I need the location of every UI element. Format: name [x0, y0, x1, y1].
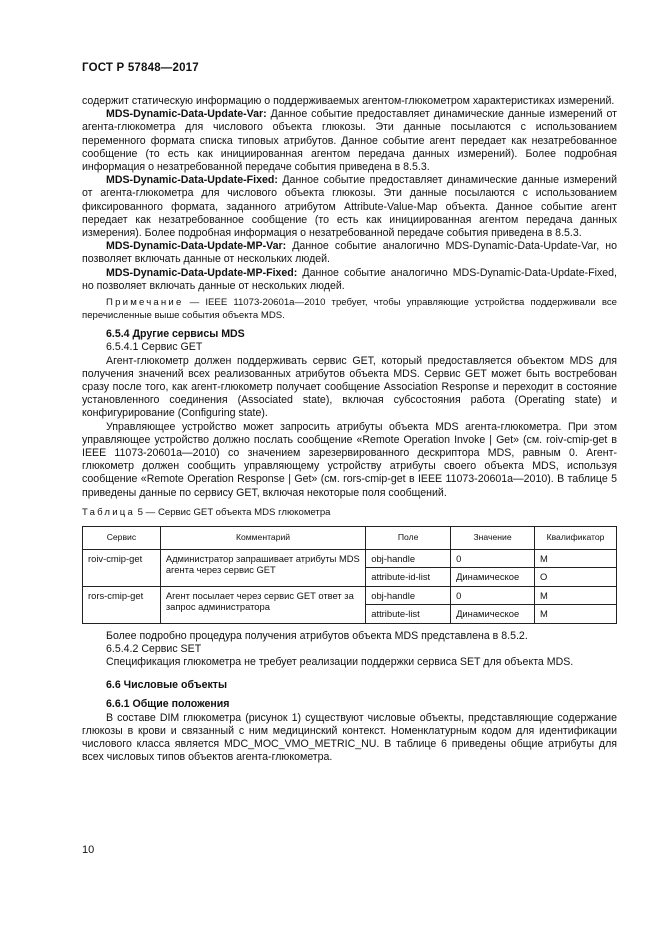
paragraph-mds-update-mp-fixed	[82, 267, 617, 293]
comment-cell: Администратор запрашивает атрибуты MDS агента через сервис GET	[160, 549, 365, 586]
column-header: Комментарий	[160, 527, 365, 549]
column-header: Сервис	[83, 527, 161, 549]
term-text: Данное событие предоставляет динамические данные измерений от агента-глюкометра для числового объекта глюкозы. Эти данные посылаются с использованием фиксированного формата, заданного атрибутом Attribute-Value-Map объекта. Данное событие агент передает как незатребованное сообщение (то есть как инициированная агентом передача данных измерения). Более подробная информация о незатребованной передаче события приведена в 8.5.3.	[82, 174, 617, 240]
column-header: Значение	[451, 527, 535, 549]
table-row	[83, 549, 617, 567]
service-cell: rors-cmip-get	[83, 586, 161, 623]
field-cell: obj-handle	[366, 586, 451, 604]
paragraph: Агент-глюкометр должен поддерживать сервис GET, который предоставляется объектом MDS для получения значений всех реализованных атрибутов объекта MDS. Сервис GET может быть востребован сразу после того, как агент-глюкометр получает сообщение Association Response и переходит в состояние установленного соединения (Associated state), включая субсостояния работа (Operating state) и конфигурирование (Configuring state).	[82, 354, 617, 420]
term-text: Данное событие аналогично MDS-Dynamic-Data-Update-Var, но позволяет включать данные от нескольких людей.	[82, 240, 617, 266]
column-header: Квалификатор	[535, 527, 617, 549]
table-label: Таблица	[82, 506, 136, 518]
paragraph: содержит статическую информацию о поддерживаемых агентом-глюкометром характеристиках измерений.	[82, 95, 615, 107]
section-heading-6-6-1: 6.6.1 Общие положения	[106, 698, 230, 711]
paragraph-mds-update-var	[82, 108, 617, 174]
value-cell: Динамическое	[451, 568, 535, 586]
term: MDS-Dynamic-Data-Update-MP-Var:	[106, 240, 287, 253]
table-header-row	[83, 527, 617, 549]
qualifier-cell: M	[535, 586, 617, 604]
document-header: ГОСТ Р 57848—2017	[82, 62, 199, 74]
table-caption-text: 5 — Сервис GET объекта MDS глюкометра	[135, 506, 331, 518]
qualifier-cell: M	[535, 549, 617, 567]
term: MDS-Dynamic-Data-Update-Var:	[106, 108, 267, 121]
term-text: Данное событие аналогично MDS-Dynamic-Data-Update-Fixed, но позволяет включать данные от нескольких людей.	[82, 266, 617, 292]
subsection-6-5-4-1: 6.5.4.1 Сервис GET	[106, 341, 203, 354]
qualifier-cell: M	[535, 605, 617, 623]
note-text: — IEEE 11073-20601a—2010 требует, чтобы управляющие устройства поддерживали все перечисленные выше события объекта MDS.	[82, 297, 617, 321]
service-get-table	[82, 526, 617, 623]
paragraph-mds-update-mp-var	[82, 240, 617, 266]
value-cell: Динамическое	[451, 605, 535, 623]
paragraph: Спецификация глюкометра не требует реализации поддержки сервиса SET для объекта MDS.	[106, 655, 574, 668]
page-number: 10	[82, 844, 95, 856]
paragraph: Управляющее устройство может запросить атрибуты объекта MDS агента-глюкометра. При этом управляющее устройство должно послать сообщение «Remote Operation Invoke | Get» (см. roiv-cmip-get в IEEE 11073-20601a—2010) со значением зарезервированного дескриптора MDS, равным 0. Агент-глюкометр должен сообщить управляющему устройству атрибуты своего объекта MDS, используя сообщение «Remote Operation Response | Get» (см. rors-cmip-get в IEEE 11073-20601a—2010). В таблице 5 приведены данные по сервису GET, включая некоторые поля сообщений.	[82, 420, 617, 499]
service-cell: roiv-cmip-get	[83, 549, 161, 586]
section-heading-6-5-4: 6.5.4 Другие сервисы MDS	[106, 328, 245, 341]
comment-cell: Агент посылает через сервис GET ответ за запрос администратора	[160, 586, 365, 623]
term: MDS-Dynamic-Data-Update-MP-Fixed:	[106, 266, 298, 279]
note	[82, 297, 617, 322]
paragraph: Более подробно процедура получения атрибутов объекта MDS представлена в 8.5.2.	[106, 629, 528, 642]
table-caption	[82, 507, 617, 520]
term: MDS-Dynamic-Data-Update-Fixed:	[106, 174, 278, 187]
section-heading-6-6: 6.6 Числовые объекты	[106, 679, 228, 692]
field-cell: attribute-list	[366, 605, 451, 623]
value-cell: 0	[451, 586, 535, 604]
page-content	[82, 95, 617, 764]
field-cell: obj-handle	[366, 549, 451, 567]
field-cell: attribute-id-list	[366, 568, 451, 586]
value-cell: 0	[451, 549, 535, 567]
note-label: Примечание	[106, 297, 184, 309]
term-text: Данное событие предоставляет динамические данные измерений от агента-глюкометра для числового объекта глюкозы. Эти данные посылаются с использованием переменного формата списка типовых атрибутов. Данное событие агент передает как незатребованное сообщение (то есть как инициированная агентом передача данных измерений). Более подробная информация о незатребованной передаче события приведена в 8.5.3.	[82, 108, 617, 174]
qualifier-cell: O	[535, 568, 617, 586]
table-row	[83, 586, 617, 604]
subsection-6-5-4-2: 6.5.4.2 Сервис SET	[106, 642, 202, 655]
paragraph-mds-update-fixed	[82, 174, 617, 240]
paragraph: В составе DIM глюкометра (рисунок 1) существуют числовые объекты, представляющие содержание глюкозы в крови и связанный с ним медицинский контекст. Номенклатурным кодом для идентификации числового класса является MDC_MOC_VMO_METRIC_NU. В таблице 6 приведены общие атрибуты для всех числовых типов объектов агента-глюкометра.	[82, 711, 617, 764]
column-header: Поле	[366, 527, 451, 549]
